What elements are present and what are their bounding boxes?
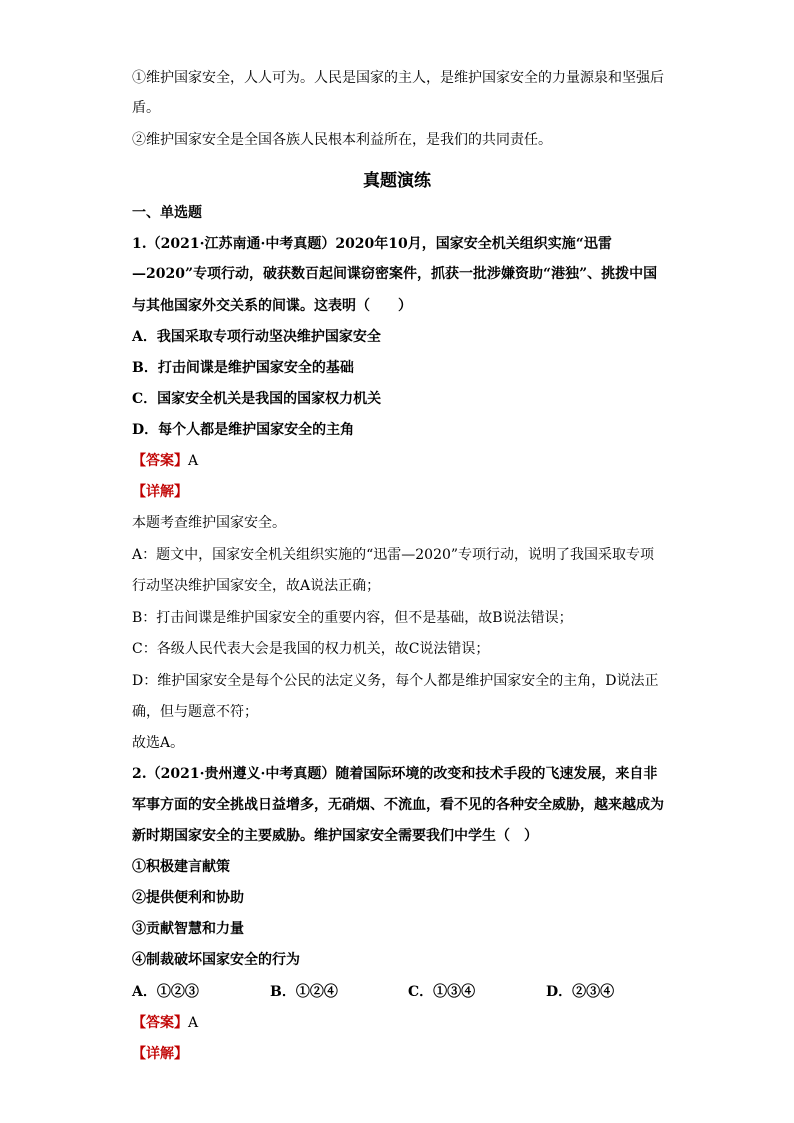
q1-stem-line-3: 与其他国家外交关系的间谍。这表明（ ） [132,298,412,314]
q1-explanation-line: 确，但与题意不符； [132,704,258,720]
q2-choice-a: A．①②③ [132,984,199,1000]
question-type-heading: 一、单选题 [132,205,202,221]
q1-detail-heading [132,482,672,502]
answer-value: A [188,1015,199,1031]
q1-option-d: D．每个人都是维护国家安全的主角 [132,422,355,438]
q1-explanation-line: 行动坚决维护国家安全，故A说法正确； [132,578,381,594]
q2-item-2: ②提供便利和协助 [132,890,244,906]
intro-line-3: ②维护国家安全是全国各族人民根本利益所在，是我们的共同责任。 [132,132,552,148]
q2-item-3: ③贡献智慧和力量 [132,921,244,937]
q2-stem-line-2: 军事方面的安全挑战日益增多，无硝烟、不流血，看不见的各种安全威胁，越来越成为 [132,797,664,813]
q1-explanation-line: A：题文中，国家安全机关组织实施的“迅雷—2020”专项行动，说明了我国采取专项 [132,547,655,563]
q1-explanation-line: D：维护国家安全是每个公民的法定义务，每个人都是维护国家安全的主角，D说法正 [132,673,659,689]
q2-choice-c: C．①③④ [408,984,476,1000]
q1-explanation-line: B：打击间谍是维护国家安全的重要内容，但不是基础，故B说法错误； [132,610,573,626]
q1-stem-line-1: 1.（2021·江苏南通·中考真题）2020年10月，国家安全机关组织实施“迅雷 [132,236,612,252]
q1-answer [132,451,672,471]
q2-answer [132,1013,672,1033]
q1-option-a: A．我国采取专项行动坚决维护国家安全 [132,329,381,345]
q2-choice-b: B．①②④ [270,984,338,1000]
q2-item-1: ①积极建言献策 [132,859,230,875]
q2-stem-line-3: 新时期国家安全的主要威胁。维护国家安全需要我们中学生（ ） [132,828,538,844]
answer-tag: 【答案】 [132,453,188,469]
q1-stem-line-2: —2020”专项行动，破获数百起间谍窃密案件，抓获一批涉嫌资助“港独”、挑拨中国 [132,266,658,282]
answer-tag: 【答案】 [132,1015,188,1031]
detail-tag: 【详解】 [132,1046,188,1062]
answer-value: A [188,453,199,469]
detail-tag: 【详解】 [132,484,188,500]
q2-stem-line-1: 2.（2021·贵州遵义·中考真题）随着国际环境的改变和技术手段的飞速发展，来自非 [132,766,658,782]
q1-option-b: B．打击间谍是维护国家安全的基础 [132,360,354,376]
q1-explanation-line: 故选A。 [132,735,185,751]
q1-explanation-line: C：各级人民代表大会是我国的权力机关，故C说法错误； [132,641,490,657]
q2-detail-heading [132,1044,672,1064]
intro-line-2: 盾。 [132,100,160,116]
section-title: 真题演练 [363,171,431,191]
q2-item-4: ④制裁破坏国家安全的行为 [132,952,300,968]
intro-line-1: ①维护国家安全，人人可为。人民是国家的主人，是维护国家安全的力量源泉和坚强后 [132,70,664,86]
q1-explanation-line: 本题考查维护国家安全。 [132,515,286,531]
q1-option-c: C．国家安全机关是我国的国家权力机关 [132,391,382,407]
q2-choice-d: D．②③④ [546,984,615,1000]
q2-choices [132,982,672,1002]
